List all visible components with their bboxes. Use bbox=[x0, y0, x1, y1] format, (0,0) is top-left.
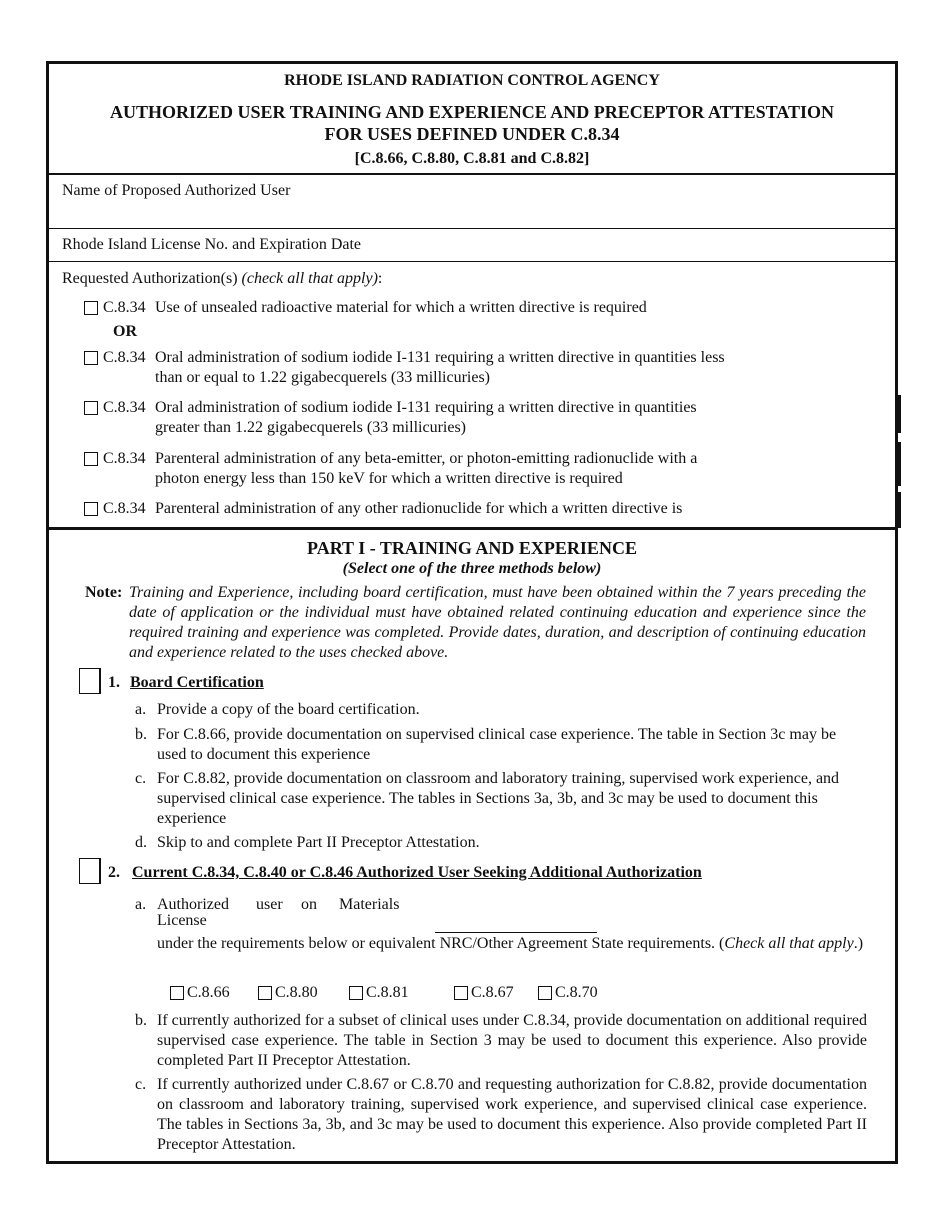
authorization-text: Use of unsealed radioactive material for which a written directive is required bbox=[155, 299, 647, 316]
check-label: C.8.81 bbox=[366, 984, 409, 1001]
authorization-checkbox[interactable] bbox=[84, 401, 98, 415]
method-1-checkbox[interactable] bbox=[79, 668, 101, 694]
authorization-code: C.8.34 bbox=[103, 349, 146, 366]
item-letter: a. bbox=[135, 701, 147, 718]
check-label: C.8.66 bbox=[187, 984, 230, 1001]
item-word: on bbox=[301, 896, 317, 913]
item-letter: b. bbox=[135, 1012, 147, 1029]
item-text: For C.8.66, provide documentation on supervised clinical case experience. The table in Section 3c may be used to document this experience bbox=[157, 726, 837, 763]
divider bbox=[49, 173, 895, 175]
divider bbox=[49, 527, 895, 530]
authorization-checkbox[interactable] bbox=[84, 351, 98, 365]
name-label: Name of Proposed Authorized User bbox=[62, 182, 291, 199]
revision-bar bbox=[898, 442, 901, 486]
revision-bar bbox=[898, 492, 901, 528]
c870-checkbox[interactable] bbox=[538, 986, 552, 1000]
authorization-code: C.8.34 bbox=[103, 299, 146, 316]
c866-checkbox[interactable] bbox=[170, 986, 184, 1000]
item-letter: b. bbox=[135, 726, 147, 743]
form-title: AUTHORIZED USER TRAINING AND EXPERIENCE AND PRECEPTOR ATTESTATION bbox=[110, 102, 834, 122]
item-word: Materials bbox=[339, 896, 400, 913]
authorization-text: Oral administration of sodium iodide I-131 requiring a written directive in quantities bbox=[155, 399, 697, 416]
item-letter: c. bbox=[135, 1076, 147, 1093]
c880-checkbox[interactable] bbox=[258, 986, 272, 1000]
item-text: For C.8.82, provide documentation on classroom and laboratory training, supervised work experience, and supervised clinical case experience. The tables in Sections 3a, 3b, and 3c may be used to document this experience bbox=[157, 770, 840, 827]
authorizations-intro: Requested Authorization(s) (check all that apply): bbox=[62, 270, 383, 287]
item-text: Provide a copy of the board certification. bbox=[157, 701, 420, 718]
form-title-line2: FOR USES DEFINED UNDER C.8.34 bbox=[324, 124, 620, 144]
license-number-line[interactable] bbox=[435, 932, 597, 933]
part1-title: PART I - TRAINING AND EXPERIENCE bbox=[307, 538, 637, 558]
section-title: Board Certification bbox=[130, 674, 264, 691]
divider bbox=[49, 261, 895, 262]
check-label: C.8.80 bbox=[275, 984, 318, 1001]
item-letter: d. bbox=[135, 834, 147, 851]
divider bbox=[49, 228, 895, 229]
item-word: Authorized bbox=[157, 896, 229, 913]
authorization-text: than or equal to 1.22 gigabecquerels (33 millicuries) bbox=[155, 369, 491, 386]
agency-name: RHODE ISLAND RADIATION CONTROL AGENCY bbox=[284, 72, 660, 89]
c881-checkbox[interactable] bbox=[349, 986, 363, 1000]
authorization-text: Parenteral administration of any beta-emitter, or photon-emitting radionuclide with a bbox=[155, 450, 698, 467]
or-label: OR bbox=[113, 323, 137, 340]
section-number: 2. bbox=[108, 864, 120, 881]
authorization-code: C.8.34 bbox=[103, 450, 146, 467]
item-text: If currently authorized under C.8.67 or C.8.70 and requesting authorization for C.8.82, provide documentation on classroom and laboratory training, supervised work experience, and supervised clinical case experience. The tables in Sections 3a, 3b, and 3c may be used to document this experience. Also provide completed Part II Preceptor Attestation. bbox=[157, 1076, 867, 1153]
authorization-code: C.8.34 bbox=[103, 500, 146, 517]
item-word: License bbox=[157, 912, 207, 929]
authorization-checkbox[interactable] bbox=[84, 502, 98, 516]
item-text: Skip to and complete Part II Preceptor Attestation. bbox=[157, 834, 480, 851]
part1-subtitle: (Select one of the three methods below) bbox=[342, 560, 602, 577]
authorization-text: greater than 1.22 gigabecquerels (33 millicuries) bbox=[155, 419, 466, 436]
authorization-checkbox[interactable] bbox=[84, 452, 98, 466]
item-word: user bbox=[256, 896, 283, 913]
section-title: Current C.8.34, C.8.40 or C.8.46 Authorized User Seeking Additional Authorization bbox=[132, 864, 702, 881]
note-label: Note: bbox=[85, 584, 123, 601]
form-regs: [C.8.66, C.8.80, C.8.81 and C.8.82] bbox=[354, 150, 590, 167]
license-label: Rhode Island License No. and Expiration Date bbox=[62, 236, 362, 253]
note-text: Training and Experience, including board certification, must have been obtained within the 7 years preceding the date of application or the individual must have obtained related continuing education and experience since the required training and experience was completed. Provide dates, duration, and description of continuing education and experience related to the uses checked above. bbox=[129, 584, 866, 661]
form-frame bbox=[46, 61, 898, 1164]
authorization-text: Parenteral administration of any other radionuclide for which a written directive is bbox=[155, 500, 683, 517]
item-text: If currently authorized for a subset of clinical uses under C.8.34, provide documentation on additional required supervised case experience. The table in Section 3 may be used to document this experience. Also provide completed Part II Preceptor Attestation. bbox=[157, 1012, 868, 1069]
authorization-text: Oral administration of sodium iodide I-131 requiring a written directive in quantities less bbox=[155, 349, 725, 366]
item-text: under the requirements below or equivalent NRC/Other Agreement State requirements. (Check all that apply.) bbox=[157, 935, 864, 952]
check-label: C.8.67 bbox=[471, 984, 514, 1001]
authorization-code: C.8.34 bbox=[103, 399, 146, 416]
revision-bar bbox=[898, 395, 901, 433]
section-number: 1. bbox=[108, 674, 120, 691]
c867-checkbox[interactable] bbox=[454, 986, 468, 1000]
authorization-text: photon energy less than 150 keV for which a written directive is required bbox=[155, 470, 623, 487]
method-2-checkbox[interactable] bbox=[79, 858, 101, 884]
authorization-checkbox[interactable] bbox=[84, 301, 98, 315]
item-letter: c. bbox=[135, 770, 147, 787]
item-letter: a. bbox=[135, 896, 147, 913]
check-label: C.8.70 bbox=[555, 984, 598, 1001]
